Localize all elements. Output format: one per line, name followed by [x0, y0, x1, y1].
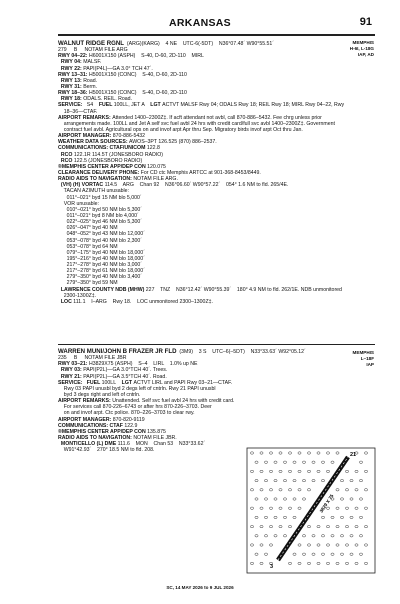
tree-symbol: [264, 535, 267, 537]
field-value: 870-886-5432: [112, 133, 146, 140]
tree-symbol: [364, 562, 367, 564]
tree-symbol: [326, 452, 329, 454]
tree-symbol: [359, 553, 362, 555]
field-value: Berm.: [83, 83, 98, 90]
field-value: H3829X75 (ASPH) S–4 LIRL 1.0% up NE: [88, 361, 198, 368]
tree-symbol: [264, 461, 267, 463]
field-value: 022°–025° byd 46 NM blo 5,300´: [58, 219, 143, 226]
section-divider: [58, 344, 375, 345]
field-label: MONTICELLO (L) DME: [58, 441, 118, 448]
field-value: 010°–021° byd 50 NM blo 5,300´: [58, 206, 143, 213]
tree-symbol: [283, 479, 286, 481]
tree-symbol: [274, 479, 277, 481]
tree-symbol: [355, 507, 358, 509]
tree-symbol: [364, 507, 367, 509]
field-value: 120.075: [147, 163, 166, 170]
field-value: 122.9: [124, 422, 138, 429]
tree-symbol: [298, 470, 301, 472]
field-label: RWY 31:: [58, 83, 84, 90]
field-label: SERVICE:: [58, 379, 84, 386]
tree-symbol: [364, 544, 367, 546]
field-value: ACTVT MALSF Rwy 04; ODALS Rwy 18; REIL Rwy 18; MIRL Rwy 04–22, Rwy: [162, 102, 345, 109]
field-value: 195°–216° byd 40 NM blo 18,000´: [58, 255, 145, 262]
tree-symbol: [269, 507, 272, 509]
field-label: RWY 04–22:: [58, 53, 89, 60]
tree-symbol: [293, 479, 296, 481]
tree-symbol: [355, 544, 358, 546]
tree-symbol: [288, 489, 291, 491]
field-value: 100LL: [101, 379, 122, 386]
tree-symbol: [317, 525, 320, 527]
tree-symbol: [312, 553, 315, 555]
field-value: 217°–278° byd 61 NM blo 18,000´: [58, 268, 145, 275]
tree-symbol: [364, 452, 367, 454]
field-label: RADIO AIDS TO NAVIGATION:: [58, 176, 134, 183]
chart-ref-line: H-6I, L-18G: [349, 46, 374, 51]
field-label: RADIO AIDS TO NAVIGATION:: [58, 434, 134, 441]
tree-symbol: [255, 461, 258, 463]
tree-symbol: [250, 489, 253, 491]
field-label: RWY 21:: [58, 373, 84, 380]
tree-symbol: [317, 470, 320, 472]
tree-symbol: [331, 461, 334, 463]
field-value: byd 3 degs right and left of cntrln.: [58, 391, 141, 398]
tree-symbol: [345, 544, 348, 546]
field-value: W91°42.93´ 270° 18.5 NM to fld. 208.: [58, 447, 155, 454]
field-value: NOTAM FILE JBR.: [133, 434, 177, 441]
tree-symbol: [359, 461, 362, 463]
tree-symbol: [336, 544, 339, 546]
tree-symbol: [302, 498, 305, 500]
field-value: PAPI(P2L)—GA 3.5°TCH 40´. Road.: [83, 373, 167, 380]
chart-ref-line: IAP: [366, 362, 374, 367]
warren-entry: [58, 349, 375, 453]
field-value: 011°–021° byd 8 NM blo 4,000´: [58, 212, 139, 219]
field-value: 026°–047° byd 40 NM: [58, 225, 118, 232]
tree-symbol: [274, 516, 277, 518]
tree-symbol: [317, 544, 320, 546]
tree-symbol: [326, 562, 329, 564]
tree-symbol: [331, 516, 334, 518]
field-value: AWOS–3PT 126.525 (870) 886–2537.: [129, 139, 217, 146]
field-value: on and invof arpt. Ctc police. 870–226–3703 to clear rwy.: [58, 410, 195, 417]
tree-symbol: [312, 461, 315, 463]
page-number: 91: [359, 16, 372, 28]
tree-symbol: [340, 535, 343, 537]
tree-symbol: [355, 489, 358, 491]
field-value: NOTAM FILE ARG.: [133, 176, 178, 183]
field-label: WEATHER DATA SOURCES:: [58, 139, 129, 146]
tree-symbol: [293, 516, 296, 518]
field-label: (VH) (H) VORTAC: [58, 182, 105, 189]
field-value: 235 B NOTAM FILE JBR: [58, 355, 127, 362]
field-value: (ARG)(KARG) 4 NE UTC-6(-5DT) N36°07.48´ W90°55.51´: [124, 41, 275, 47]
field-value: Unattended. Self svc fuel avbl 24 hrs with credit card.: [112, 398, 235, 405]
tree-symbol: [255, 479, 258, 481]
tree-symbol: [279, 470, 282, 472]
field-label: AIRPORT REMARKS:: [58, 114, 113, 121]
field-value: ACTVT LIRL and PAPI Rwy 03–21—CTAF.: [133, 379, 233, 386]
tree-symbol: [321, 479, 324, 481]
field-value: 011°–021° byd 15 NM blo 5,000´: [58, 194, 142, 201]
tree-symbol: [264, 498, 267, 500]
effective-dates-footer: SC, 14 MAY 2026 to 9 JUL 2026: [166, 585, 234, 590]
tree-symbol: [321, 461, 324, 463]
field-label: LAWRENCE COUNTY NDB (MHW): [58, 286, 146, 293]
tree-symbol: [340, 479, 343, 481]
field-value: 114.5 ARG Chan 92 N36°06.60´ W90°57.22´ 054° 1.6 NM to fld. 265/4E.: [104, 182, 289, 189]
field-value: PAPI(P4L)—GA 3.0° TCH 47´.: [83, 65, 153, 72]
field-label: RWY 04:: [58, 59, 84, 66]
field-label: RCO: [58, 151, 74, 158]
chart-ref-line: MEMPHIS: [352, 350, 374, 355]
tree-symbol: [307, 562, 310, 564]
entry-line: [58, 102, 375, 108]
tree-symbol: [336, 525, 339, 527]
field-value: 122.5 (JONESBORO RADIO): [73, 157, 143, 164]
tree-symbol: [336, 562, 339, 564]
tree-symbol: [279, 507, 282, 509]
tree-symbol: [307, 470, 310, 472]
walnut-ridge-entry: [58, 41, 375, 305]
tree-symbol: [260, 470, 263, 472]
tree-symbol: [331, 535, 334, 537]
tree-symbol: [307, 489, 310, 491]
tree-symbol: [260, 544, 263, 546]
tree-symbol: [355, 525, 358, 527]
runway-dimensions-label: 3829 X 75: [318, 493, 335, 514]
field-label: ®MEMPHIS CENTER APP/DEP CON: [58, 428, 148, 435]
tree-symbol: [250, 544, 253, 546]
airport-name: WALNUT RIDGE RGNL: [58, 40, 125, 47]
tree-symbol: [260, 452, 263, 454]
field-label: COMMUNICATIONS: CTAF/UNICOM: [58, 145, 147, 152]
tree-symbol: [355, 562, 358, 564]
tree-symbol: [312, 479, 315, 481]
tree-symbol: [336, 489, 339, 491]
field-label: LOC: [58, 298, 74, 305]
tree-symbol: [345, 470, 348, 472]
tree-symbol: [283, 535, 286, 537]
tree-symbol: [264, 479, 267, 481]
tree-symbol: [274, 535, 277, 537]
field-value: 111.6 MON Chan 53 N33°33.62´: [117, 441, 206, 448]
field-value: (3M9) 3 S UTC–6(–5DT) N33°33.63´ W92°05.12´: [176, 349, 306, 355]
field-label: RWY 22:: [58, 65, 84, 72]
tree-symbol: [288, 452, 291, 454]
field-label: LGT: [150, 102, 163, 109]
tree-symbol: [269, 489, 272, 491]
chart-ref-line: MEMPHIS: [352, 40, 374, 45]
page-header-state: ARKANSAS: [169, 17, 231, 29]
tree-symbol: [321, 535, 324, 537]
tree-symbol: [336, 507, 339, 509]
tree-symbol: [260, 489, 263, 491]
field-value: ODALS. REIL. Road.: [83, 96, 132, 103]
tree-symbol: [364, 525, 367, 527]
field-value: For CD ctc Memphis ARTCC at 901-368-8453/8449.: [140, 169, 261, 176]
entry-line: [58, 287, 375, 293]
header-rule: [58, 34, 375, 36]
field-value: VOR unusable:: [58, 200, 99, 207]
tree-symbol: [255, 553, 258, 555]
tree-symbol: [326, 470, 329, 472]
tree-symbol: [293, 553, 296, 555]
tree-symbol: [288, 562, 291, 564]
field-label: RWY 03–21:: [58, 361, 89, 368]
tree-symbol: [288, 507, 291, 509]
field-label: RWY 13–31:: [58, 71, 89, 78]
field-value: 122.8: [146, 145, 160, 152]
tree-symbol: [264, 553, 267, 555]
tree-symbol: [312, 535, 315, 537]
tree-symbol: [274, 461, 277, 463]
field-value: contract fuel avbl. Agricultural ops on and invof arpt Apr thru Sep. Migratory birds invof arpt Oct thru Jan.: [58, 126, 303, 133]
tree-symbol: [269, 470, 272, 472]
tree-symbol: [283, 461, 286, 463]
tree-symbol: [359, 479, 362, 481]
field-value: For services call 870-226–6743 or after hrs 870-226–3703. Deer: [58, 404, 212, 411]
tree-symbol: [298, 562, 301, 564]
tree-symbol: [331, 553, 334, 555]
tree-symbol: [279, 489, 282, 491]
field-value: 18–36—CTAF.: [58, 108, 98, 115]
tree-symbol: [359, 535, 362, 537]
tree-symbol: [321, 553, 324, 555]
tree-symbol: [350, 498, 353, 500]
field-value: 053°–078° byd 64 NM: [58, 243, 118, 250]
airport-diagram: [246, 447, 376, 574]
tree-symbol: [364, 489, 367, 491]
tree-symbol: [302, 535, 305, 537]
tree-symbol: [269, 525, 272, 527]
field-value: 279 B NOTAM FILE ARG: [58, 47, 128, 54]
tree-symbol: [359, 498, 362, 500]
tree-symbol: [298, 544, 301, 546]
tree-symbol: [250, 470, 253, 472]
field-value: 227 TNZ N36°12.42´ W90°55.39´ 180° 4.9 NM to fld. 262/1E. NDB unmonitored: [145, 286, 342, 293]
field-value: 279°–350° byd 40 NM blo 3,400´: [58, 274, 143, 281]
tree-symbol: [250, 507, 253, 509]
tree-symbol: [345, 525, 348, 527]
tree-symbol: [298, 452, 301, 454]
tree-symbol: [293, 498, 296, 500]
field-label: AIRPORT MANAGER:: [58, 416, 113, 423]
tree-symbol: [340, 553, 343, 555]
tree-symbol: [250, 525, 253, 527]
field-value: 279°–350° byd 59 NM: [58, 280, 118, 287]
field-value: Attended 1400–2300Z‡. If acft attendant not avbl, call 870-886–5432. Fee chrg unless prior: [112, 114, 322, 121]
field-label: FUEL: [86, 379, 102, 386]
tree-symbol: [250, 452, 253, 454]
tree-symbol: [279, 452, 282, 454]
tree-symbol: [293, 461, 296, 463]
tree-symbol: [283, 498, 286, 500]
tree-symbol: [302, 553, 305, 555]
field-label: COMMUNICATIONS: CTAF: [58, 422, 125, 429]
tree-symbol: [288, 470, 291, 472]
tree-symbol: [260, 562, 263, 564]
tree-symbol: [274, 498, 277, 500]
field-value: S4: [83, 102, 99, 109]
field-value: 2300-1300Z‡.: [58, 292, 97, 299]
tree-symbol: [279, 525, 282, 527]
field-label: AIRPORT REMARKS:: [58, 398, 113, 405]
field-value: 217°–278° byd 40 NM blo 3,000´: [58, 262, 143, 269]
tree-symbol: [298, 507, 301, 509]
field-value: 053°–078° byd 40 NM blo 2,300´: [58, 237, 143, 244]
field-label: RWY 18:: [58, 96, 84, 103]
field-value: MALSF.: [83, 59, 102, 66]
tree-symbol: [350, 516, 353, 518]
tree-symbol: [359, 516, 362, 518]
tree-symbol: [307, 452, 310, 454]
field-value: 870-820-9119: [112, 416, 145, 423]
field-label: CLEARANCE DELIVERY PHONE:: [58, 169, 141, 176]
tree-symbol: [317, 452, 320, 454]
entry-line: [58, 299, 375, 305]
tree-symbol: [326, 525, 329, 527]
tree-symbol: [345, 562, 348, 564]
field-label: ®MEMPHIS CENTER APP/DEP CON: [58, 163, 148, 170]
field-value: 111.1 I–ARG Rwy 18. LOC unmonitored 2300–1300Z‡.: [73, 298, 213, 305]
tree-symbol: [288, 525, 291, 527]
field-value: H6001X150 (ASPH) S-40, D-60, 2D-110 MIRL: [88, 53, 204, 60]
field-label: SERVICE:: [58, 102, 84, 109]
field-label: LGT: [121, 379, 134, 386]
chart-ref-line: L–18F: [360, 356, 374, 361]
tree-symbol: [283, 516, 286, 518]
tree-symbol: [260, 525, 263, 527]
tree-symbol: [355, 470, 358, 472]
field-value: PAPI(P2L)—GA 3.0°TCH 40´. Trees.: [83, 367, 168, 374]
tree-symbol: [255, 498, 258, 500]
field-value: H5001X150 (CONC) S-40, D-60, 2D-110: [88, 71, 187, 78]
field-value: 079°–175° byd 40 NM blo 18,000´: [58, 249, 145, 256]
tree-symbol: [345, 507, 348, 509]
field-label: RWY 03:: [58, 367, 84, 374]
tree-symbol: [350, 479, 353, 481]
chart-ref-line: IAP, AD: [357, 52, 374, 57]
field-value: 048°–052° byd 43 NM blo 12,000´: [58, 231, 145, 238]
tree-symbol: [350, 535, 353, 537]
field-value: 100LL, JET A: [113, 102, 151, 109]
tree-symbol: [269, 452, 272, 454]
tree-symbol: [264, 516, 267, 518]
tree-symbol: [307, 544, 310, 546]
field-value: Rwy 03 PAPI unusbl byd 2 degs left of cntrln. Rwy 21 PAPI unusbl: [58, 385, 216, 392]
tree-symbol: [269, 544, 272, 546]
tree-symbols: [250, 452, 367, 565]
tree-symbol: [345, 489, 348, 491]
tree-symbol: [340, 516, 343, 518]
tree-symbol: [260, 507, 263, 509]
field-label: RCO: [58, 157, 74, 164]
tree-symbol: [255, 535, 258, 537]
tree-symbol: [255, 516, 258, 518]
field-label: RWY 18–36:: [58, 90, 89, 97]
field-value: H5001X150 (CONC) S-40, D-60, 2D-110: [88, 90, 187, 97]
tree-symbol: [364, 470, 367, 472]
field-label: FUEL: [98, 102, 114, 109]
tree-symbol: [340, 498, 343, 500]
tree-symbol: [321, 516, 324, 518]
tree-symbol: [307, 525, 310, 527]
runway-end-label-a: 3: [270, 564, 274, 570]
tree-symbol: [336, 452, 339, 454]
field-value: Road.: [83, 77, 98, 84]
tree-symbol: [250, 562, 253, 564]
tree-symbol: [298, 489, 301, 491]
runway-end-label-b: 21: [350, 452, 357, 458]
tree-symbol: [302, 479, 305, 481]
field-value: 135.875: [147, 428, 166, 435]
field-label: AIRPORT MANAGER:: [58, 133, 113, 140]
field-value: 122.1R 114.5T (JONESBORO RADIO): [73, 151, 164, 158]
airport-name: WARREN MUNI/JOHN B FRAZER JR FLD: [58, 348, 177, 355]
tree-symbol: [317, 562, 320, 564]
tree-symbol: [350, 553, 353, 555]
tree-symbol: [302, 461, 305, 463]
field-value: TACAN AZIMUTH unusable:: [58, 188, 130, 195]
tree-symbol: [326, 544, 329, 546]
field-value: arrangements made. 100LL and Jet A self svc fuel avbl 24 hrs with credit card/full svc avbl 1400–2300Z‡. Government: [58, 120, 335, 127]
field-label: RWY 13:: [58, 77, 84, 84]
